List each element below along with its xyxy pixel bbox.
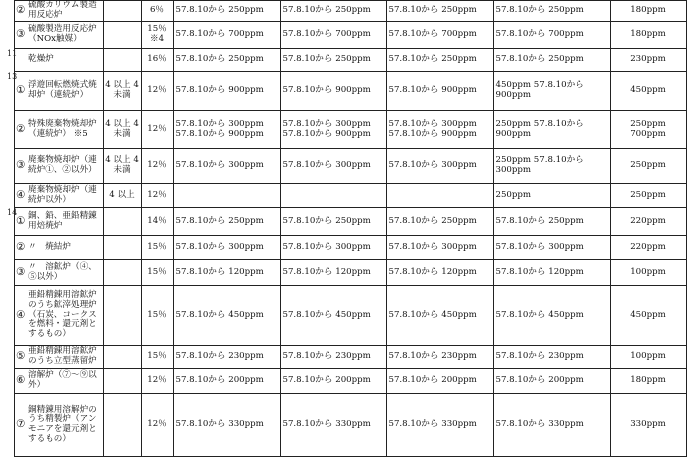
item-number: 13 bbox=[4, 72, 14, 111]
standard-value-4: 57.8.10から 300ppm bbox=[493, 236, 610, 260]
sub-item-number: ④ bbox=[14, 184, 27, 208]
standard-value-4: 57.8.10から 450ppm bbox=[493, 286, 610, 346]
standard-value-4: 57.8.10から 250ppm bbox=[493, 208, 610, 236]
standard-value-4: 450ppm 57.8.10から 900ppm bbox=[493, 72, 610, 111]
item-number bbox=[4, 286, 14, 346]
facility-name: 廃棄物焼却炉（連続炉以外） bbox=[27, 184, 103, 208]
oxygen-concentration: 16％ bbox=[141, 49, 173, 72]
standard-value-2: 57.8.10から 700ppm bbox=[280, 22, 386, 49]
standard-value-1: 57.8.10から 250ppm bbox=[173, 208, 280, 236]
item-number bbox=[4, 260, 14, 286]
limit-value: 220ppm bbox=[610, 208, 686, 236]
standard-value-4: 250ppm 57.8.10から 300ppm bbox=[493, 149, 610, 184]
oxygen-concentration: 15％ bbox=[141, 260, 173, 286]
standard-value-1: 57.8.10から 300ppm 57.8.10から 900ppm bbox=[173, 111, 280, 149]
standard-value-3: 57.8.10から 330ppm bbox=[386, 394, 493, 457]
oxygen-concentration: 12％ bbox=[141, 149, 173, 184]
standard-value-2: 57.8.10から 250ppm bbox=[280, 208, 386, 236]
facility-name: 銅精錬用溶解炉のうち精製炉（アンモニアを還元剤とするもの） bbox=[27, 394, 103, 457]
facility-name: 硫酸カリウム製造用反応炉 bbox=[27, 1, 103, 22]
standard-value-1: 57.8.10から 250ppm bbox=[173, 1, 280, 22]
table-row bbox=[4, 72, 686, 111]
scale-condition bbox=[103, 369, 141, 394]
oxygen-concentration: 14％ bbox=[141, 208, 173, 236]
standard-value-2: 57.8.10から 300ppm bbox=[280, 236, 386, 260]
table-row bbox=[4, 208, 686, 236]
table-row bbox=[4, 236, 686, 260]
standard-value-1: 57.8.10から 230ppm bbox=[173, 346, 280, 369]
sub-item-number: ③ bbox=[14, 260, 27, 286]
standard-value-1: 57.8.10から 330ppm bbox=[173, 394, 280, 457]
oxygen-concentration: 12％ bbox=[141, 111, 173, 149]
item-number bbox=[4, 394, 14, 457]
standard-value-3: 57.8.10から 300ppm bbox=[386, 236, 493, 260]
standard-value-1: 57.8.10から 300ppm bbox=[173, 236, 280, 260]
sub-item-number: ① bbox=[14, 72, 27, 111]
sub-item-number: ② bbox=[14, 1, 27, 22]
table-row bbox=[4, 260, 686, 286]
standard-value-2: 57.8.10から 230ppm bbox=[280, 346, 386, 369]
oxygen-concentration: 15％ bbox=[141, 286, 173, 346]
standard-value-3: 57.8.10から 250ppm bbox=[386, 208, 493, 236]
scale-condition: 4 以上 4 未満 bbox=[103, 72, 141, 111]
limit-value: 250ppm bbox=[610, 184, 686, 208]
limit-value: 450ppm bbox=[610, 286, 686, 346]
facility-name: 浮遊回転燃焼式焼却炉（連続炉） bbox=[27, 72, 103, 111]
sub-item-number: ① bbox=[14, 208, 27, 236]
standard-value-4: 250ppm bbox=[493, 184, 610, 208]
scale-condition: 4 以上 4 未満 bbox=[103, 149, 141, 184]
standard-value-2: 57.8.10から 450ppm bbox=[280, 286, 386, 346]
scale-condition bbox=[103, 49, 141, 72]
facility-name: 特殊廃棄物焼却炉（連続炉） ※5 bbox=[27, 111, 103, 149]
scale-condition: 4 以上 4 未満 bbox=[103, 111, 141, 149]
sub-item-number: ⑥ bbox=[14, 369, 27, 394]
standard-value-3: 57.8.10から 700ppm bbox=[386, 22, 493, 49]
oxygen-concentration: 15％ bbox=[141, 236, 173, 260]
facility-name: 〃 焼結炉 bbox=[27, 236, 103, 260]
oxygen-concentration: 12％ bbox=[141, 394, 173, 457]
standard-value-3: 57.8.10から 200ppm bbox=[386, 369, 493, 394]
standard-value-1 bbox=[173, 184, 280, 208]
limit-value: 230ppm bbox=[610, 49, 686, 72]
limit-value: 250ppm bbox=[610, 149, 686, 184]
oxygen-concentration: 6％ bbox=[141, 1, 173, 22]
table-row bbox=[4, 394, 686, 457]
scale-condition bbox=[103, 346, 141, 369]
standard-value-4: 57.8.10から 120ppm bbox=[493, 260, 610, 286]
limit-value: 450ppm bbox=[610, 72, 686, 111]
emission-standards-table-page bbox=[4, 0, 686, 457]
standard-value-3: 57.8.10から 900ppm bbox=[386, 72, 493, 111]
standard-value-3: 57.8.10から 120ppm bbox=[386, 260, 493, 286]
standard-value-4: 57.8.10から 250ppm bbox=[493, 49, 610, 72]
nox-emission-standards-table bbox=[4, 0, 687, 457]
standard-value-1: 57.8.10から 250ppm bbox=[173, 49, 280, 72]
table-row bbox=[4, 22, 686, 49]
table-row bbox=[4, 286, 686, 346]
standard-value-2: 57.8.10から 250ppm bbox=[280, 49, 386, 72]
standard-value-3: 57.8.10から 230ppm bbox=[386, 346, 493, 369]
facility-name: 硫酸製造用反応炉（NOx触媒） bbox=[27, 22, 103, 49]
standard-value-3: 57.8.10から 300ppm bbox=[386, 149, 493, 184]
limit-value: 220ppm bbox=[610, 236, 686, 260]
facility-name: 亜鉛精錬用溶鉱炉のうち立型蒸留炉 bbox=[27, 346, 103, 369]
facility-name: 亜鉛精錬用溶鉱炉のうち鉱滓処理炉（石炭、コークスを燃料・還元剤とするもの） bbox=[27, 286, 103, 346]
sub-item-number: ⑤ bbox=[14, 346, 27, 369]
item-number bbox=[4, 184, 14, 208]
table-row bbox=[4, 369, 686, 394]
standard-value-3 bbox=[386, 184, 493, 208]
standard-value-3: 57.8.10から 250ppm bbox=[386, 49, 493, 72]
standard-value-2: 57.8.10から 300ppm bbox=[280, 149, 386, 184]
standard-value-4: 57.8.10から 200ppm bbox=[493, 369, 610, 394]
sub-item-number: ④ bbox=[14, 286, 27, 346]
item-number bbox=[4, 1, 14, 22]
oxygen-concentration: 12％ bbox=[141, 72, 173, 111]
limit-value: 250ppm 700ppm bbox=[610, 111, 686, 149]
standard-value-2: 57.8.10から 250ppm bbox=[280, 1, 386, 22]
table-row bbox=[4, 184, 686, 208]
limit-value: 180ppm bbox=[610, 1, 686, 22]
standard-value-1: 57.8.10から 120ppm bbox=[173, 260, 280, 286]
standard-value-4: 250ppm 57.8.10から 900ppm bbox=[493, 111, 610, 149]
standard-value-3: 57.8.10から 250ppm bbox=[386, 1, 493, 22]
standard-value-2 bbox=[280, 184, 386, 208]
limit-value: 100ppm bbox=[610, 346, 686, 369]
scale-condition bbox=[103, 22, 141, 49]
item-number bbox=[4, 111, 14, 149]
sub-item-number: ② bbox=[14, 236, 27, 260]
standard-value-2: 57.8.10から 900ppm bbox=[280, 72, 386, 111]
table-row bbox=[4, 1, 686, 22]
standard-value-4: 57.8.10から 330ppm bbox=[493, 394, 610, 457]
scale-condition bbox=[103, 236, 141, 260]
oxygen-concentration: 15％ ※4 bbox=[141, 22, 173, 49]
facility-name: 〃 溶鉱炉（④、⑤以外） bbox=[27, 260, 103, 286]
oxygen-concentration: 12％ bbox=[141, 184, 173, 208]
scale-condition bbox=[103, 286, 141, 346]
item-number: 14 bbox=[4, 208, 14, 236]
item-number bbox=[4, 22, 14, 49]
scale-condition bbox=[103, 208, 141, 236]
standard-value-2: 57.8.10から 200ppm bbox=[280, 369, 386, 394]
sub-item-number: ③ bbox=[14, 149, 27, 184]
sub-item-number: ⑦ bbox=[14, 394, 27, 457]
table-row bbox=[4, 346, 686, 369]
standard-value-3: 57.8.10から 300ppm 57.8.10から 900ppm bbox=[386, 111, 493, 149]
limit-value: 100ppm bbox=[610, 260, 686, 286]
standard-value-3: 57.8.10から 450ppm bbox=[386, 286, 493, 346]
standard-value-1: 57.8.10から 450ppm bbox=[173, 286, 280, 346]
oxygen-concentration: 12％ bbox=[141, 369, 173, 394]
standard-value-2: 57.8.10から 120ppm bbox=[280, 260, 386, 286]
limit-value: 180ppm bbox=[610, 369, 686, 394]
oxygen-concentration: 15％ bbox=[141, 346, 173, 369]
standard-value-2: 57.8.10から 330ppm bbox=[280, 394, 386, 457]
table-row bbox=[4, 111, 686, 149]
facility-name: 溶解炉（⑦～⑨以外） bbox=[27, 369, 103, 394]
scale-condition bbox=[103, 1, 141, 22]
facility-name: 乾燥炉 bbox=[27, 49, 103, 72]
scale-condition bbox=[103, 394, 141, 457]
standard-value-4: 57.8.10から 250ppm bbox=[493, 1, 610, 22]
facility-name: 銅、鉛、亜鉛精錬用焙焼炉 bbox=[27, 208, 103, 236]
scale-condition: 4 以上 bbox=[103, 184, 141, 208]
table-row bbox=[4, 49, 686, 72]
limit-value: 330ppm bbox=[610, 394, 686, 457]
standard-value-1: 57.8.10から 700ppm bbox=[173, 22, 280, 49]
standard-value-1: 57.8.10から 200ppm bbox=[173, 369, 280, 394]
standard-value-4: 57.8.10から 230ppm bbox=[493, 346, 610, 369]
standard-value-2: 57.8.10から 300ppm 57.8.10から 900ppm bbox=[280, 111, 386, 149]
sub-item-number: ③ bbox=[14, 22, 27, 49]
item-number bbox=[4, 369, 14, 394]
limit-value: 180ppm bbox=[610, 22, 686, 49]
standard-value-1: 57.8.10から 900ppm bbox=[173, 72, 280, 111]
table-row bbox=[4, 149, 686, 184]
standard-value-1: 57.8.10から 300ppm bbox=[173, 149, 280, 184]
item-number: 11 bbox=[4, 49, 14, 72]
item-number bbox=[4, 346, 14, 369]
item-number bbox=[4, 149, 14, 184]
sub-item-number: ② bbox=[14, 111, 27, 149]
item-number bbox=[4, 236, 14, 260]
scale-condition bbox=[103, 260, 141, 286]
facility-name: 廃棄物焼却炉（連続炉①、②以外） bbox=[27, 149, 103, 184]
standard-value-4: 57.8.10から 700ppm bbox=[493, 22, 610, 49]
